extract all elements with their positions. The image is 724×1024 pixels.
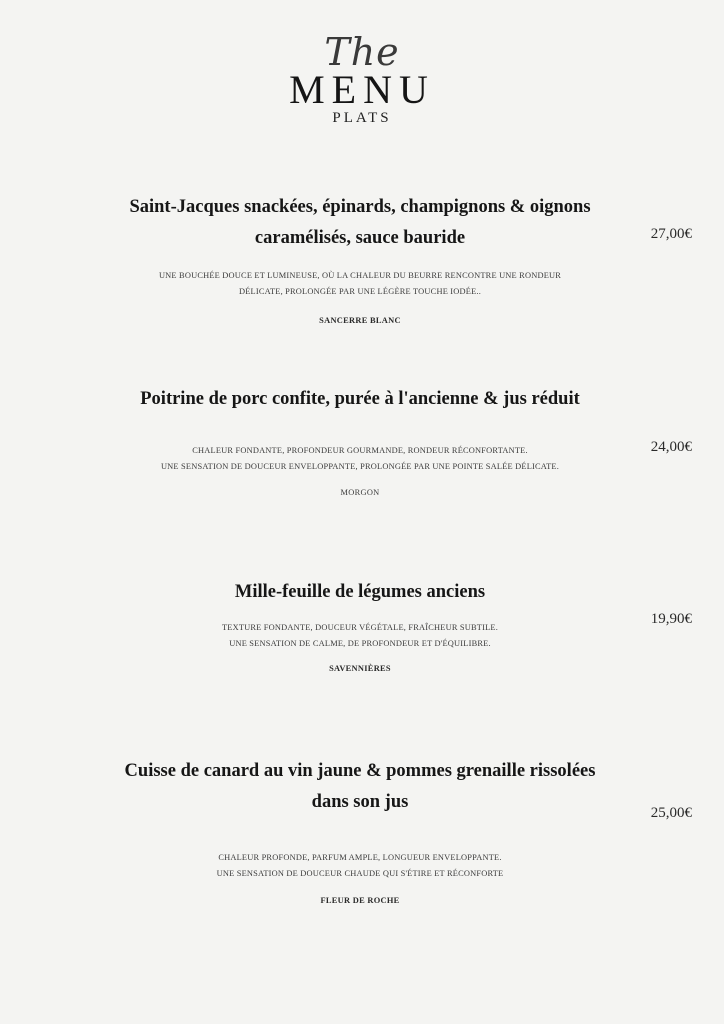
dish-description-line: UNE SENSATION DE DOUCEUR ENVELOPPANTE, PROLONGÉE PAR UNE POINTE SALÉE DÉLICATE. xyxy=(160,462,560,471)
dish-wine-pairing: SANCERRE BLANC xyxy=(319,316,401,325)
dish-1 xyxy=(110,192,610,325)
dish-name-line: Poitrine de porc confite, purée à l'ancienne & jus réduit xyxy=(140,389,580,409)
dish-price: 25,00€ xyxy=(650,805,692,821)
dish-wine-pairing: MORGON xyxy=(340,488,380,497)
dish-3 xyxy=(110,577,610,673)
dish-name-line: Mille-feuille de légumes anciens xyxy=(234,582,486,602)
dish-description-line: UNE SENSATION DE DOUCEUR CHAUDE QUI S'ÉTIRE ET RÉCONFORTE xyxy=(216,869,504,878)
dish-name-line: dans son jus xyxy=(311,792,409,812)
dish-2 xyxy=(110,384,610,497)
dish-description-line: TEXTURE FONDANTE, DOUCEUR VÉGÉTALE, FRAÎCHEUR SUBTILE. xyxy=(221,623,499,632)
header-script-the: The xyxy=(324,30,400,74)
dish-name-line: Cuisse de canard au vin jaune & pommes grenaille rissolées xyxy=(124,761,596,781)
dish-description-line: CHALEUR FONDANTE, PROFONDEUR GOURMANDE, RONDEUR RÉCONFORTANTE. xyxy=(192,446,528,455)
dish-price: 19,90€ xyxy=(650,611,692,627)
dish-name-line: caramélisés, sauce bauride xyxy=(254,228,466,248)
dish-price: 24,00€ xyxy=(650,439,692,455)
dish-description-line: DÉLICATE, PROLONGÉE PAR UNE LÉGÈRE TOUCHE IODÉE.. xyxy=(238,287,482,296)
dish-description-line: UNE SENSATION DE CALME, DE PROFONDEUR ET D'ÉQUILIBRE. xyxy=(229,639,491,648)
dish-name-line: Saint-Jacques snackées, épinards, champignons & oignons xyxy=(129,197,591,217)
dish-wine-pairing: SAVENNIÈRES xyxy=(329,664,391,673)
dish-description-line: UNE BOUCHÉE DOUCE ET LUMINEUSE, OÙ LA CHALEUR DU BEURRE RENCONTRE UNE RONDEUR xyxy=(158,271,562,280)
dish-4 xyxy=(110,756,610,905)
dish-wine-pairing: FLEUR DE ROCHE xyxy=(320,896,400,905)
dish-description-line: CHALEUR PROFONDE, PARFUM AMPLE, LONGUEUR ENVELOPPANTE. xyxy=(218,853,502,862)
dish-price: 27,00€ xyxy=(650,226,692,242)
page-subtitle: PLATS xyxy=(332,110,392,126)
page-title: MENU xyxy=(289,67,435,112)
